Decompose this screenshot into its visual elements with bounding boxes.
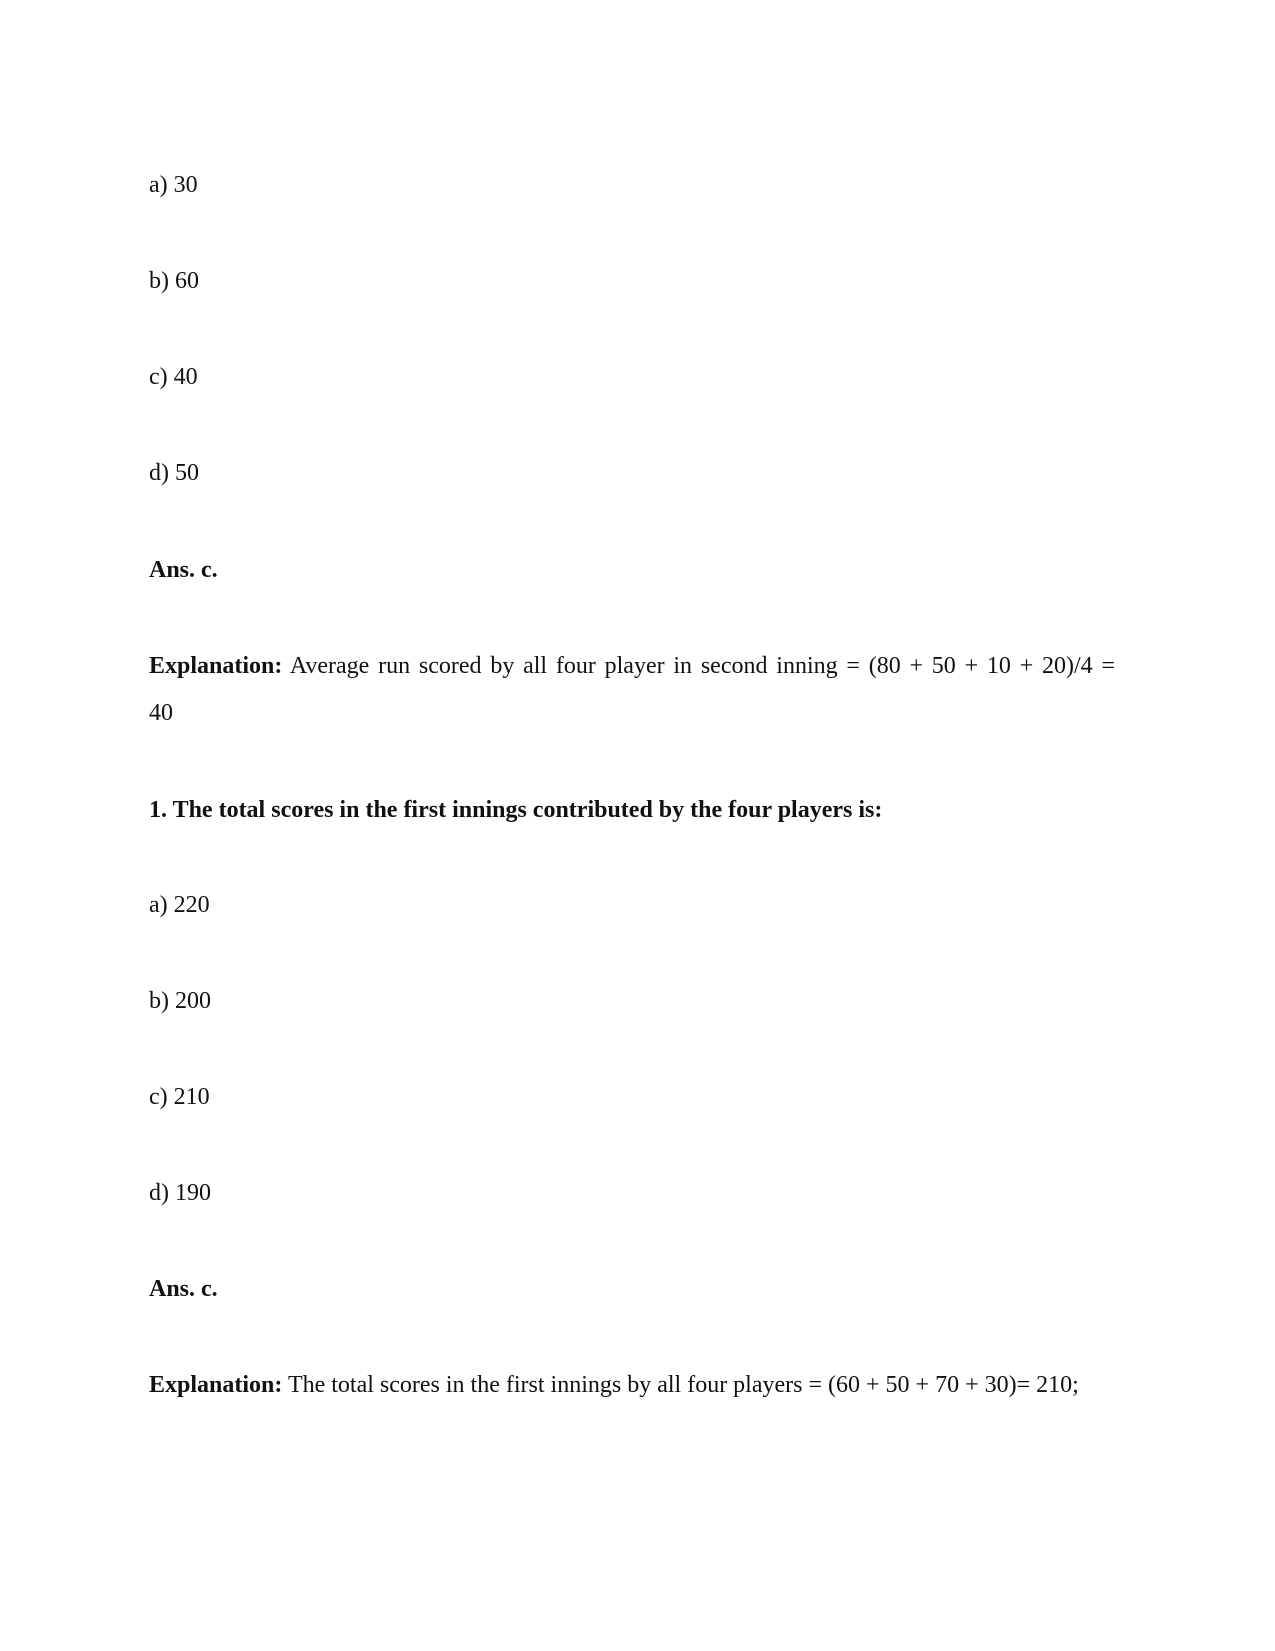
option-c: c) 40: [149, 364, 198, 390]
explanation-continuation: 40: [149, 700, 173, 726]
explanation-text: The total scores in the first innings by all four players = (60 + 50 + 70 + 30)= 210;: [282, 1372, 1079, 1398]
option-a: a) 220: [149, 892, 210, 918]
option-d: d) 50: [149, 460, 199, 486]
answer: Ans. c.: [149, 1276, 218, 1302]
explanation: [149, 1371, 1079, 1399]
explanation-text: Average run scored by all four player in second inning = (80 + 50 + 10 + 20)/4 =: [282, 653, 1115, 679]
option-a: a) 30: [149, 172, 198, 198]
explanation-label: Explanation:: [149, 1372, 283, 1398]
option-d: d) 190: [149, 1180, 211, 1206]
option-c: c) 210: [149, 1084, 210, 1110]
question-1: 1. The total scores in the first innings contributed by the four players is:: [149, 797, 883, 823]
explanation-label: Explanation:: [149, 653, 283, 679]
explanation: [149, 652, 1115, 680]
option-b: b) 200: [149, 988, 211, 1014]
option-b: b) 60: [149, 268, 199, 294]
answer: Ans. c.: [149, 557, 218, 583]
